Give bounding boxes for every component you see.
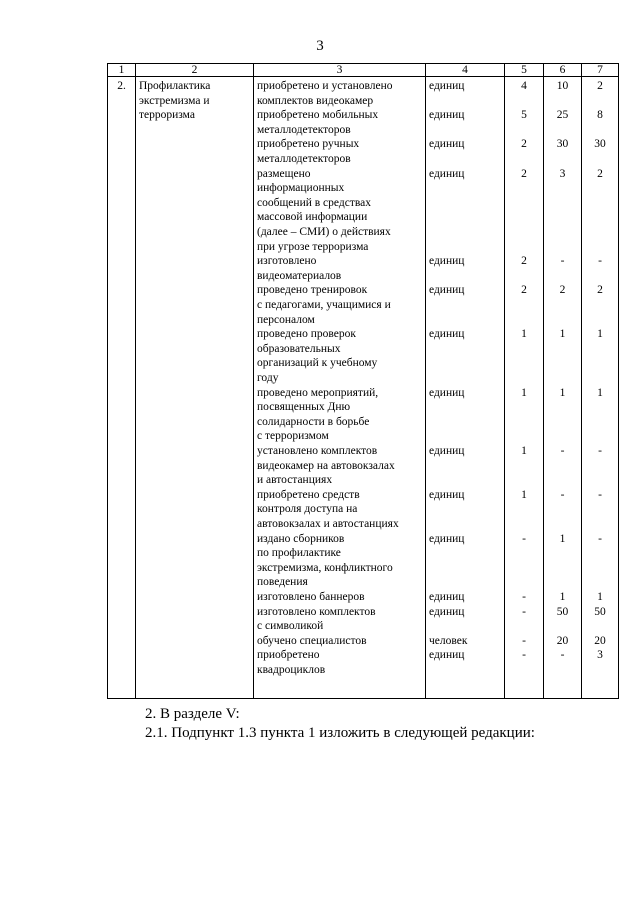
indicator-unit: единиц [429,138,465,151]
indicator-name: изготовлено комплектов с символикой [257,605,376,633]
indicator-value-col5: 2 [521,284,527,297]
indicator-value-col7: 20 [594,634,606,647]
indicator-unit: единиц [429,488,465,501]
values-column-6 [544,77,582,699]
indicator-value-col5: - [522,605,526,618]
header-cell-3: 3 [254,64,426,77]
indicator-value-col7: 1 [597,386,603,399]
indicator-value-col5: - [522,532,526,545]
indicator-value-col5: 2 [521,138,527,151]
indicator-value-col5: 2 [521,167,527,180]
indicator-value-col6: 20 [556,634,569,647]
indicator-value-col6: 2 [559,284,566,297]
indicator-name: приобретено мобильных металлодетекторов [257,109,379,136]
indicator-name: проведено проверок образовательных организаций к учебному году [257,328,378,384]
indicators-table [107,63,619,699]
indicator-name: обучено специалистов [257,634,367,647]
paragraph-section-v: 2. В разделе V: [145,706,240,722]
indicator-name: приобретено квадроциклов [257,649,326,676]
indicator-name: приобретено средств контроля доступа на автовокзалах и автостанциях [257,488,399,530]
indicator-value-col5: 4 [521,80,527,92]
indicator-name: размещено информационных сообщений в средствах массовой информации (далее – СМИ) о действиях при угрозе терроризма [257,167,391,253]
indicator-name: проведено тренировок с педагогами, учащимися и персоналом [257,284,391,326]
indicator-value-col5: 1 [521,444,527,457]
indicator-value-col7: - [598,255,602,268]
indicator-value-col5: 2 [521,255,527,268]
indicator-name: установлено комплектов видеокамер на автовокзалах и автостанциях [257,444,395,487]
indicator-value-col7: 3 [597,649,603,662]
indicator-value-col6: 1 [559,532,566,545]
indicator-value-col7: 2 [597,80,603,92]
indicator-value-col7: 1 [597,590,603,603]
indicator-unit: единиц [429,255,465,268]
indicator-value-col7: - [598,444,602,457]
units-column [426,77,505,699]
values-column-7 [582,77,619,699]
indicator-value-col6: - [560,649,565,662]
indicator-value-col6: 1 [559,386,566,399]
indicator-unit: единиц [429,328,465,341]
section-title: Профилактика экстремизма и терроризма [139,80,211,122]
indicator-unit: человек [429,634,468,647]
indicator-value-col6: 50 [556,605,569,618]
paragraph-subclause: 2.1. Подпункт 1.3 пункта 1 изложить в следующей редакции: [145,725,535,741]
values-column-5 [505,77,544,699]
indicator-value-col6: 25 [556,109,569,122]
indicator-value-col6: 1 [559,328,566,341]
indicator-value-col5: 1 [521,328,527,341]
header-cell-6: 6 [544,64,582,77]
header-cell-5: 5 [505,64,544,77]
header-cell-1: 1 [108,64,136,77]
indicator-value-col7: 2 [597,167,603,180]
indicator-value-col6: - [560,255,565,268]
indicator-value-col5: - [522,649,526,662]
indicator-name: изготовлено видеоматериалов [257,255,342,282]
indicator-value-col6: - [560,444,565,457]
indicator-value-col6: 30 [556,138,569,151]
indicator-unit: единиц [429,80,465,92]
table-row [108,77,619,699]
indicator-name: проведено мероприятий, посвященных Дню солидарности в борьбе с терроризмом [257,386,379,443]
header-cell-4: 4 [426,64,505,77]
indicator-value-col7: 8 [597,109,603,122]
indicator-unit: единиц [429,167,465,180]
page-number: 3 [316,38,324,54]
indicator-value-col7: 50 [594,605,606,618]
indicator-value-col5: 5 [521,109,527,122]
indicator-value-col7: 30 [594,138,606,151]
indicator-unit: единиц [429,605,465,618]
indicator-value-col7: - [598,488,602,501]
indicator-unit: единиц [429,109,465,122]
indicator-name: издано сборников по профилактике экстремизма, конфликтного поведения [257,532,393,589]
header-cell-7: 7 [582,64,619,77]
indicator-unit: единиц [429,649,465,662]
indicator-name: приобретено ручных металлодетекторов [257,138,360,165]
indicator-name: приобретено и установлено комплектов видеокамер [257,80,393,107]
indicator-value-col6: - [560,488,565,501]
indicator-value-col7: 1 [597,328,603,341]
indicator-unit: единиц [429,444,465,457]
indicator-unit: единиц [429,590,465,603]
indicator-value-col5: 1 [521,386,527,399]
indicator-name: изготовлено баннеров [257,590,365,603]
section-number: 2. [108,77,136,699]
indicator-value-col6: 1 [559,590,566,603]
indicator-value-col5: - [522,590,526,603]
indicator-names-column [254,77,426,699]
indicator-value-col5: 1 [521,488,527,501]
header-cell-2: 2 [136,64,254,77]
indicator-value-col7: - [598,532,602,545]
indicator-unit: единиц [429,284,465,297]
indicator-value-col6: 3 [559,167,566,180]
indicator-value-col7: 2 [597,284,603,297]
indicator-unit: единиц [429,386,465,399]
indicator-unit: единиц [429,532,465,545]
indicator-value-col5: - [522,634,526,647]
indicator-value-col6: 10 [556,80,569,92]
header-row [108,64,619,77]
